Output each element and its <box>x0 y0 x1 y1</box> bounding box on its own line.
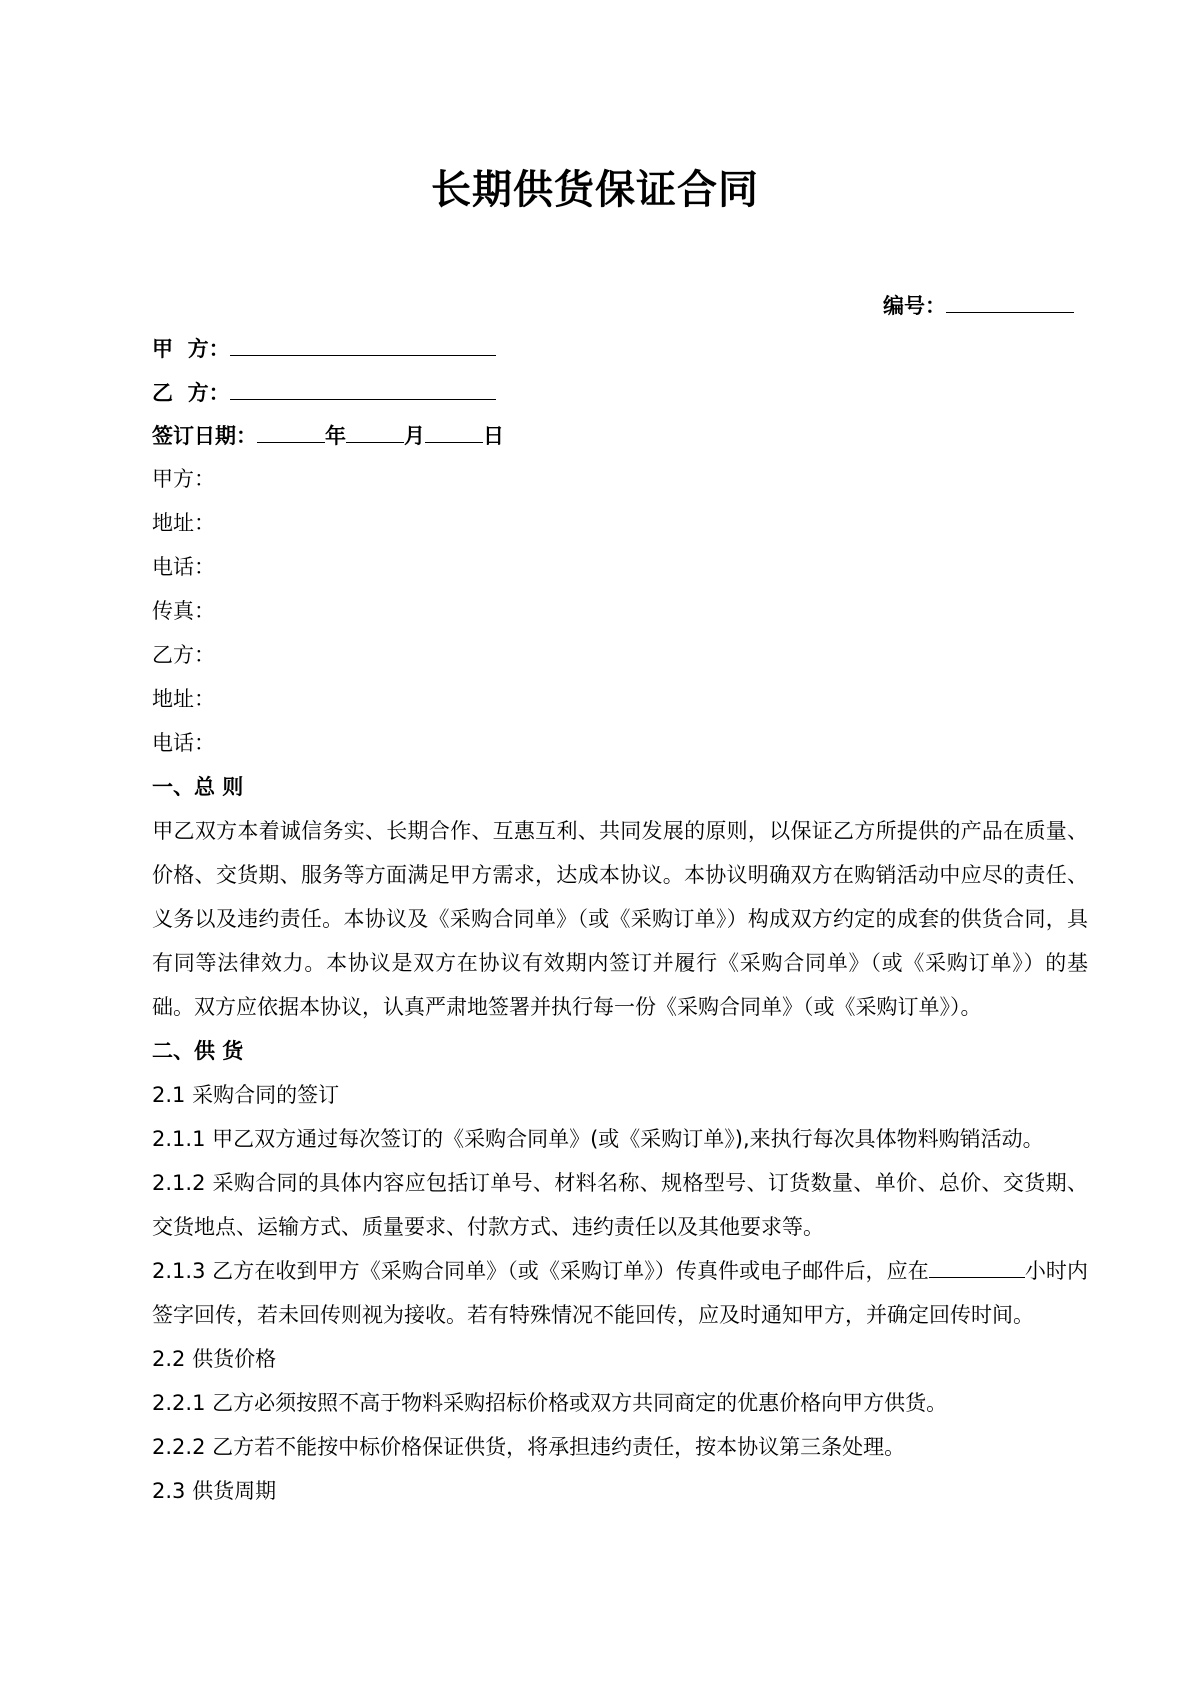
clause-2-3: 2.3 供货周期 <box>152 1479 277 1503</box>
sign-year-blank[interactable] <box>257 420 325 443</box>
info-party-a: 甲方： <box>152 467 215 491</box>
day-label: 日 <box>483 424 504 448</box>
info-party-b: 乙方： <box>152 643 215 667</box>
info-b-phone: 电话： <box>152 731 215 755</box>
reply-hours-blank[interactable] <box>929 1255 1025 1278</box>
info-a-address: 地址： <box>152 511 215 535</box>
sign-date-label: 签订日期： <box>152 424 257 448</box>
info-b-address: 地址： <box>152 687 215 711</box>
party-a-label: 甲 方： <box>152 337 230 361</box>
sign-day-blank[interactable] <box>425 420 483 443</box>
clause-2-1-2: 2.1.2 采购合同的具体内容应包括订单号、材料名称、规格型号、订货数量、单价、总价、交货期、交货地点、运输方式、质量要求、付款方式、违约责任以及其他要求等。 <box>152 1171 1088 1239</box>
info-a-phone: 电话： <box>152 555 215 579</box>
party-a-blank[interactable] <box>230 333 496 356</box>
clause-2-1-1: 2.1.1 甲乙双方通过每次签订的《采购合同单》(或《采购订单》),来执行每次具体物料购销活动。 <box>152 1127 1044 1151</box>
sign-month-blank[interactable] <box>346 420 404 443</box>
section1-heading: 一、总 则 <box>152 775 244 799</box>
clause-2-1-3-part1: 2.1.3 乙方在收到甲方《采购合同单》（或《采购订单》）传真件或电子邮件后，应在 <box>152 1259 929 1283</box>
month-label: 月 <box>404 424 425 448</box>
clause-2-2-2: 2.2.2 乙方若不能按中标价格保证供货，将承担违约责任，按本协议第三条处理。 <box>152 1435 906 1459</box>
clause-2-2: 2.2 供货价格 <box>152 1347 277 1371</box>
clause-2-1-3-part2: 小时内签字回传，若未回传则视为接收。若有特殊情况不能回传，应及时通知甲方，并确定回传时间。 <box>152 1259 1089 1327</box>
year-label: 年 <box>325 424 346 448</box>
contract-number <box>883 290 1074 321</box>
party-b-label: 乙 方： <box>152 381 230 405</box>
contract-number-blank[interactable] <box>946 290 1074 313</box>
clause-2-2-1: 2.2.1 乙方必须按照不高于物料采购招标价格或双方共同商定的优惠价格向甲方供货。 <box>152 1391 948 1415</box>
clause-2-1-3 <box>152 1249 1088 1337</box>
contract-number-label: 编号： <box>883 294 946 318</box>
section1-paragraph <box>152 809 1088 1029</box>
sign-date-row <box>152 420 504 451</box>
party-b-row <box>152 377 496 408</box>
section1-text: 甲乙双方本着诚信务实、长期合作、互惠互利、共同发展的原则，以保证乙方所提供的产品在质量、价格、交货期、服务等方面满足甲方需求，达成本协议。本协议明确双方在购销活动中应尽的责任、义务以及违约责任。本协议及《采购合同单》（或《采购订单》）构成双方约定的成套的供货合同，具有同等法律效力。本协议是双方在协议有效期内签订并履行《采购合同单》（或《采购订单》）的基础。双方应依据本协议，认真严肃地签署并执行每一份《采购合同单》（或《采购订单》）。 <box>152 819 1088 1019</box>
section2-heading: 二、供 货 <box>152 1039 244 1063</box>
page-title: 长期供货保证合同 <box>431 167 759 213</box>
info-a-fax: 传真： <box>152 599 215 623</box>
party-a-row <box>152 333 496 364</box>
party-b-blank[interactable] <box>230 377 496 400</box>
clause-2-1: 2.1 采购合同的签订 <box>152 1083 340 1107</box>
